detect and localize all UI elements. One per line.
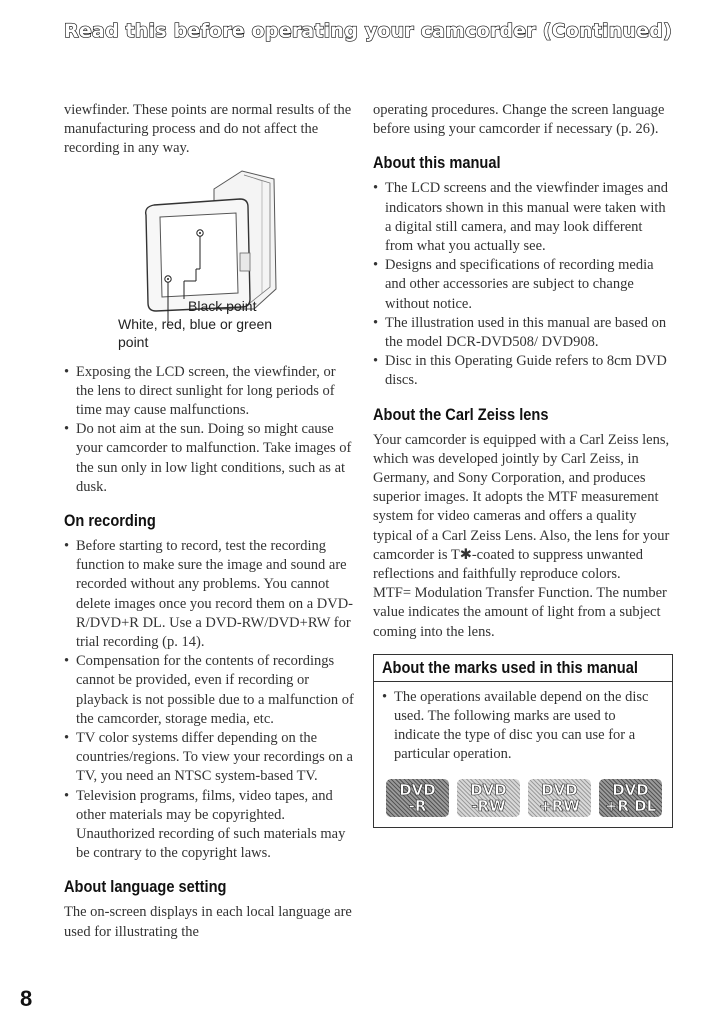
section-heading-about-manual: About this manual	[373, 153, 501, 173]
disc-icon-bottom: +R DL	[604, 796, 657, 815]
left-column	[64, 101, 354, 942]
disc-icon-bottom: +RW	[539, 796, 580, 815]
recording-bullets	[64, 537, 354, 863]
section-heading-language: About language setting	[64, 877, 227, 897]
bullet-item: • The LCD screens and the viewfinder images and indicators shown in this manual were taken with a digital still camera, and may look different from what you actually see.	[373, 179, 673, 256]
disc-icon-top: DVD	[541, 780, 578, 799]
marks-box	[373, 654, 673, 828]
section-heading-zeiss: About the Carl Zeiss lens	[373, 404, 549, 424]
page-number: 8	[20, 986, 33, 1011]
lcd-illustration	[64, 169, 354, 355]
section-heading-on-recording: On recording	[64, 511, 156, 531]
disc-icon-top: DVD	[399, 780, 436, 799]
language-text: The on-screen displays in each local language are used for illustrating the	[64, 904, 352, 940]
dvd-plus-rw-icon	[528, 779, 591, 817]
page-header: Read this before operating your camcorder (Continued)	[64, 20, 672, 42]
disc-icon-top: DVD	[612, 780, 649, 799]
bullet-item: • The illustration used in this manual are based on the model DCR-DVD508/ DVD908.	[373, 314, 673, 352]
right-column	[373, 101, 673, 828]
sunlight-warnings	[64, 363, 354, 497]
zeiss-text: Your camcorder is equipped with a Carl Zeiss lens, which was developed jointly by Carl Zeiss, in Germany, and Sony Corporation, and produces superior images. It adopts the MTF measurement system for video cameras and offers a quality typical of a Carl Zeiss Lens. Also, the lens for your camcorder is T✱-coated to suppress unwanted reflections and faithfully reproduce colors.	[373, 431, 670, 583]
dvd-rw-icon	[457, 779, 520, 817]
bullet-item: • Before starting to record, test the recording function to make sure the image and sound are recorded without any problems. You cannot delete images once you record them on a DVD-R/DVD+R DL. Use a DVD-RW/DVD+RW for trial recording (p. 14).	[64, 537, 354, 652]
black-point-label: Black point	[188, 297, 257, 314]
disc-icon-bottom: -R	[408, 796, 427, 815]
marks-box-header	[374, 655, 672, 682]
bullet-item: • TV color systems differ depending on the countries/regions. To view your recordings on a TV, you need an NTSC system-based TV.	[64, 729, 354, 787]
bullet-item: • Disc in this Operating Guide refers to 8cm DVD discs.	[373, 352, 673, 390]
marks-box-body	[374, 682, 672, 817]
disc-icon-top: DVD	[470, 780, 507, 799]
section-heading-marks: About the marks used in this manual	[382, 657, 638, 677]
bullet-item: • Exposing the LCD screen, the viewfinder, or the lens to direct sunlight for long periods of time may cause malfunctions.	[64, 363, 354, 421]
disc-icon-row	[382, 779, 664, 817]
bullet-item: • Compensation for the contents of recordings cannot be provided, even if recording or playback is not possible due to a malfunction of the camcorder, storage media, etc.	[64, 652, 354, 729]
dvd-plus-r-dl-icon	[599, 779, 662, 817]
language-continued-text: operating procedures. Change the screen language before using your camcorder if necessary (p. 26).	[373, 102, 665, 138]
bullet-item: • The operations available depend on the disc used. The following marks are used to indicate the type of disc you can use for a particular operation.	[382, 688, 664, 765]
manual-bullets	[373, 179, 673, 390]
white-point-label: White, red, blue or green point	[118, 315, 273, 350]
viewfinder-intro: viewfinder. These points are normal results of the manufacturing process and do not affect the recording in any way.	[64, 102, 352, 157]
mtf-text: MTF= Modulation Transfer Function. The number value indicates the amount of light from a subject coming into the lens.	[373, 585, 667, 640]
bullet-item: • Designs and specifications of recording media and other accessories are subject to change without notice.	[373, 256, 673, 314]
dvd-r-icon	[386, 779, 449, 817]
bullet-item: • Television programs, films, video tapes, and other materials may be copyrighted. Unauthorized recording of such materials may be contrary to the copyright laws.	[64, 787, 354, 864]
disc-icon-bottom: -RW	[471, 796, 506, 815]
bullet-item: • Do not aim at the sun. Doing so might cause your camcorder to malfunction. Take images of the sun only in low light conditions, such as at dusk.	[64, 420, 354, 497]
